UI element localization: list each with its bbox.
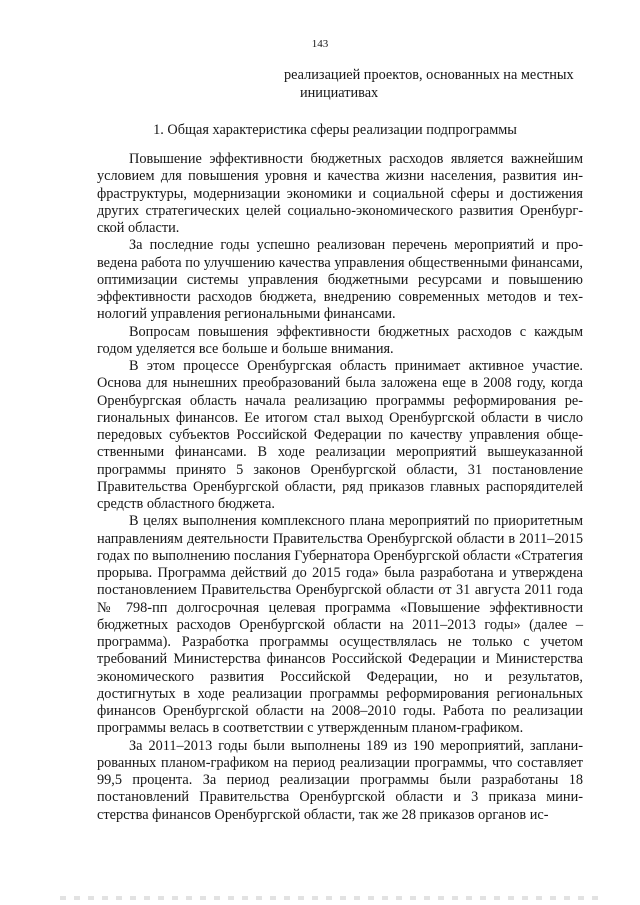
paragraph: Вопросам повышения эффективности бюджетных расходов с каждым годом уделяется все больше и больше внимания. [97,323,583,357]
paragraph: В целях выполнения комплексного плана мероприятий по приоритетным направлениям деятельности Правительства Оренбургской области в 2011–2015 годах по выполнению послания Губернатора Оренбургской области «Стратегия прорыва. Программа действий до 2015 года» была разработана и утверждена постановлением Правительства Оренбургской области от 31 августа 2011 года № 798-пп долгосрочная целевая программа «Повышение эффективности бюджетных расходов Оренбургской области на 2011–2013 годы» (далее – программа). Разработка программы осуществлялась не только с учетом требований Министерства финансов Российской Федерации и Министерства экономического развития Российской Федерации, но и результатов, достигнутых в ходе реализации программы реформирования региональных финансов Оренбургской области на 2008–2010 годы. Работа по реализации программы велась в соответствии с утвержденным планом-графиком. [97,513,583,737]
subprogram-title-line-2: инициативах [300,85,379,101]
scan-footer-artifact [60,896,600,900]
section-title: 1. Общая характеристика сферы реализации подпрограммы [153,122,517,138]
paragraph: В этом процессе Оренбургская область принимает активное участие. Основа для нынешних преобразований была заложена еще в 2008 году, когда Оренбургская область начала реализацию программы реформирования региональных финансов. Ее итогом стал выход Оренбургской области в число передовых субъектов Российской Федерации по качеству управления общественными финансами. В ходе реализации мероприятий вышеуказанной программы принято 5 законов Оренбургской области, 31 постановление Правительства Оренбургской области, ряд приказов главных распорядителей средств областного бюджета. [97,358,583,512]
paragraph: Повышение эффективности бюджетных расходов является важнейшим условием для повышения уровня и качества жизни населения, развития инфраструктуры, модернизации экономики и социальной сферы и достижения других стратегических целей социально-экономического развития Оренбургской области. [97,151,583,236]
page-number: 143 [311,38,329,50]
paragraph: За последние годы успешно реализован перечень мероприятий и проведена работа по улучшению качества управления общественными финансами, оптимизации системы управления бюджетными ресурсами и повышению эффективности расходов бюджета, внедрению современных методов и технологий управления региональными финансами. [97,237,583,323]
body-text [97,151,583,824]
subprogram-title-line-1: реализацией проектов, основанных на местных [284,67,574,83]
subprogram-title-fragment [284,66,584,102]
paragraph: За 2011–2013 годы были выполнены 189 из 190 мероприятий, запланированных планом-графиком на период реализации программы, что составляет 99,5 процента. За период реализации программы были разработаны 18 постановлений Правительства Оренбургской области и 3 приказа министерства финансов Оренбургской области, так же 28 приказов органов ис- [97,737,583,823]
